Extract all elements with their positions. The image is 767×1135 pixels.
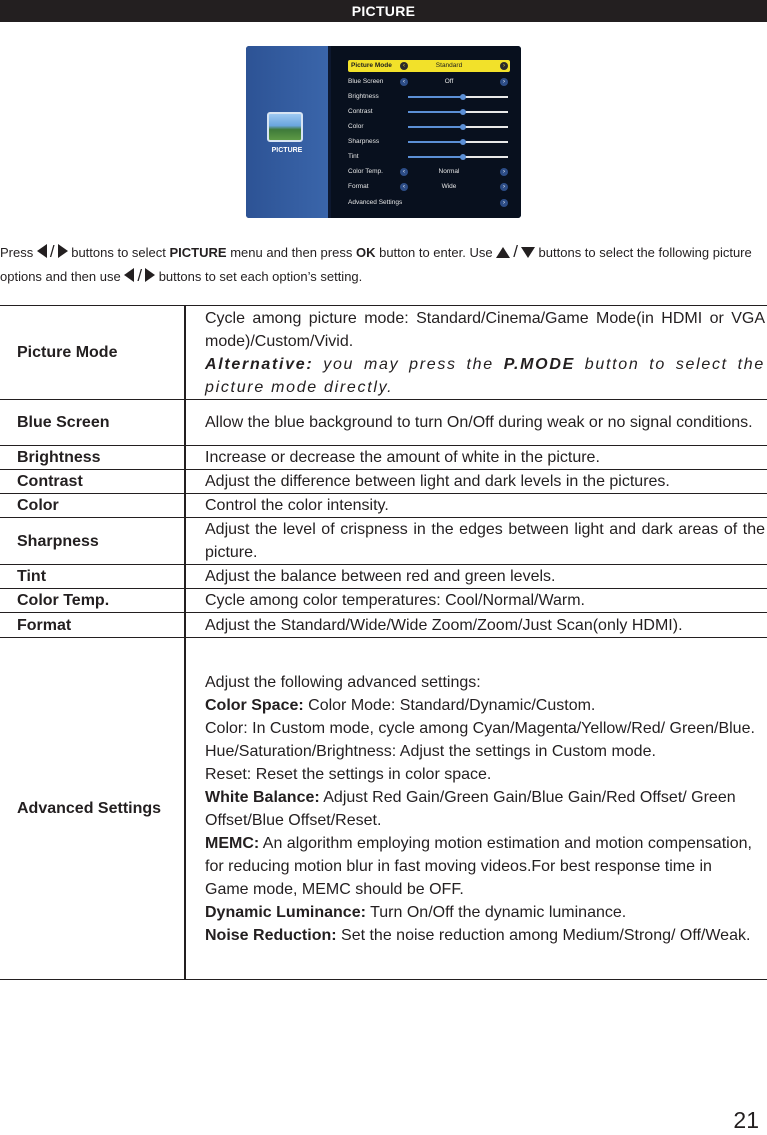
option-description	[185, 494, 767, 518]
osd-menu-row	[348, 121, 510, 133]
osd-slider-fill	[408, 141, 463, 143]
advanced-setting-line	[205, 717, 757, 740]
advanced-setting-text: Reset: Reset the settings in color space.	[205, 765, 492, 783]
chevron-left-icon: ‹	[400, 62, 408, 70]
option-desc-text: Adjust the difference between light and dark levels in the pictures.	[205, 473, 670, 490]
osd-menu-label: Sharpness	[348, 138, 380, 145]
option-name: Format	[0, 613, 185, 638]
osd-menu-label: Picture Mode	[351, 62, 392, 69]
option-name: Color Temp.	[0, 589, 185, 613]
alternative-note	[205, 353, 765, 399]
option-description	[185, 613, 767, 638]
advanced-setting-text: Set the noise reduction among Medium/Strong/ Off/Weak.	[341, 926, 751, 944]
advanced-setting-text: Adjust the following advanced settings:	[205, 673, 481, 691]
advanced-setting-label: MEMC:	[205, 834, 260, 852]
osd-menu-label: Color	[348, 123, 364, 130]
osd-slider-knob	[460, 94, 466, 100]
down-arrow-icon	[521, 247, 535, 258]
advanced-setting-line	[205, 924, 757, 947]
osd-menu-row	[348, 91, 510, 103]
osd-menu-value: Normal	[438, 168, 460, 175]
option-description	[185, 565, 767, 589]
osd-menu-label: Tint	[348, 153, 359, 160]
option-row	[0, 470, 767, 494]
left-arrow-icon	[37, 244, 47, 258]
chevron-left-icon: ‹	[400, 183, 408, 191]
intro-text: button to enter. Use	[379, 245, 493, 260]
option-name: Picture Mode	[0, 306, 185, 400]
option-name: Contrast	[0, 470, 185, 494]
osd-sidebar-label: PICTURE	[271, 147, 303, 154]
osd-menu-row	[348, 106, 510, 118]
osd-slider-fill	[408, 156, 463, 158]
osd-slider-knob	[460, 124, 466, 130]
option-desc-text: Control the color intensity.	[205, 497, 389, 514]
option-description	[185, 589, 767, 613]
instructions	[0, 240, 767, 288]
picture-options-table	[0, 305, 767, 980]
option-row	[0, 638, 767, 980]
intro-text: buttons to select the following picture options and then use	[0, 245, 752, 284]
osd-slider-track	[408, 96, 508, 98]
option-desc-text: Adjust the Standard/Wide/Wide Zoom/Zoom/Just Scan(only HDMI).	[205, 616, 683, 634]
advanced-setting-text: Adjust Red Gain/Green Gain/Blue Gain/Red Offset/ Green Offset/Blue Offset/Reset.	[205, 788, 736, 829]
option-desc-text: Cycle among picture mode: Standard/Cinema/Game Mode(in HDMI or VGA mode)/Custom/Vivid.	[205, 309, 765, 350]
option-row	[0, 565, 767, 589]
chevron-right-icon: ›	[500, 199, 508, 207]
osd-slider-knob	[460, 139, 466, 145]
osd-menu-label: Blue Screen	[348, 78, 384, 85]
option-row	[0, 494, 767, 518]
osd-menu-label: Brightness	[348, 93, 379, 100]
option-description	[185, 400, 767, 446]
chevron-right-icon: ›	[500, 62, 508, 70]
option-desc-text: Adjust the balance between red and green levels.	[205, 568, 556, 585]
option-row	[0, 589, 767, 613]
option-name: Advanced Settings	[0, 638, 185, 980]
advanced-setting-text: An algorithm employing motion estimation and motion compensation, for reducing motion blur in fast moving videos.For best response time in Game mode, MEMC should be OFF.	[205, 834, 752, 898]
advanced-setting-label: White Balance:	[205, 788, 320, 806]
osd-slider-knob	[460, 154, 466, 160]
osd-menu-screenshot	[246, 46, 521, 218]
right-arrow-icon	[58, 244, 68, 258]
osd-slider-fill	[408, 111, 463, 113]
osd-menu-label: Advanced Settings	[348, 199, 403, 206]
advanced-setting-line	[205, 763, 757, 786]
advanced-setting-label: Dynamic Luminance:	[205, 903, 366, 921]
advanced-setting-label: Noise Reduction:	[205, 926, 337, 944]
chevron-right-icon: ›	[500, 78, 508, 86]
osd-slider-fill	[408, 126, 463, 128]
advanced-setting-line	[205, 671, 757, 694]
osd-slider-knob	[460, 109, 466, 115]
option-description	[185, 446, 767, 470]
slash-icon: /	[49, 242, 55, 261]
option-desc-text: Allow the blue background to turn On/Off during weak or no signal conditions.	[205, 414, 753, 431]
option-desc-text: Increase or decrease the amount of white in the picture.	[205, 449, 600, 466]
osd-menu-label: Color Temp.	[348, 168, 383, 175]
advanced-setting-line	[205, 786, 757, 832]
option-row	[0, 613, 767, 638]
osd-menu-value: Standard	[435, 62, 463, 69]
intro-text: Press	[0, 245, 34, 260]
option-row	[0, 518, 767, 565]
osd-menu-label: Contrast	[348, 108, 373, 115]
option-desc-text: Adjust the level of crispness in the edges between light and dark areas of the picture.	[205, 521, 765, 561]
option-name: Blue Screen	[0, 400, 185, 446]
osd-menu-row	[348, 76, 510, 88]
option-name: Color	[0, 494, 185, 518]
slash-icon: /	[513, 242, 518, 261]
osd-slider-track	[408, 156, 508, 158]
osd-menu-row	[348, 181, 510, 193]
option-row	[0, 446, 767, 470]
option-row	[0, 306, 767, 400]
advanced-setting-text: Turn On/Off the dynamic luminance.	[370, 903, 627, 921]
advanced-setting-label: Color Space:	[205, 696, 304, 714]
advanced-setting-text: Hue/Saturation/Brightness: Adjust the settings in Custom mode.	[205, 742, 656, 760]
alternative-text: button to select the picture mode directly.	[205, 355, 765, 396]
option-row	[0, 400, 767, 446]
osd-menu-value: Wide	[441, 183, 457, 190]
chevron-left-icon: ‹	[400, 78, 408, 86]
osd-menu-row	[348, 197, 510, 209]
osd-slider-track	[408, 141, 508, 143]
option-name: Brightness	[0, 446, 185, 470]
osd-slider-track	[408, 111, 508, 113]
advanced-setting-line	[205, 901, 757, 924]
advanced-setting-line	[205, 694, 757, 717]
option-name: Tint	[0, 565, 185, 589]
right-arrow-icon	[145, 268, 155, 282]
osd-menu-label: Format	[348, 183, 369, 190]
pmode-key: P.MODE	[503, 355, 575, 373]
option-description	[185, 470, 767, 494]
intro-text: buttons to set each option’s setting.	[158, 269, 363, 284]
chevron-right-icon: ›	[500, 183, 508, 191]
intro-ok-key: OK	[355, 245, 376, 260]
osd-menu-row	[348, 60, 510, 72]
osd-menu-row	[348, 166, 510, 178]
osd-menu-value: Off	[444, 78, 454, 85]
osd-slider-track	[408, 126, 508, 128]
advanced-setting-line	[205, 740, 757, 763]
intro-text: menu and then press	[230, 245, 353, 260]
left-arrow-icon	[124, 268, 134, 282]
chevron-left-icon: ‹	[400, 168, 408, 176]
osd-menu-row	[348, 151, 510, 163]
option-name: Sharpness	[0, 518, 185, 565]
option-description	[185, 518, 767, 565]
advanced-setting-text: Color: In Custom mode, cycle among Cyan/Magenta/Yellow/Red/ Green/Blue.	[205, 719, 755, 737]
slash-icon: /	[137, 266, 143, 285]
picture-icon	[267, 112, 303, 142]
option-description	[185, 306, 767, 400]
option-description	[185, 638, 767, 980]
osd-menu-row	[348, 136, 510, 148]
section-header: PICTURE	[0, 0, 767, 22]
alternative-text: you may press the	[323, 355, 494, 373]
option-desc-text: Cycle among color temperatures: Cool/Normal/Warm.	[205, 592, 585, 609]
chevron-right-icon: ›	[500, 168, 508, 176]
advanced-setting-line	[205, 832, 757, 901]
intro-menu-name: PICTURE	[169, 245, 227, 260]
advanced-setting-text: Color Mode: Standard/Dynamic/Custom.	[308, 696, 596, 714]
page-number: 21	[733, 1107, 759, 1133]
up-arrow-icon	[496, 247, 510, 258]
intro-text: buttons to select	[71, 245, 166, 260]
alternative-label: Alternative:	[205, 355, 314, 373]
osd-slider-fill	[408, 96, 463, 98]
